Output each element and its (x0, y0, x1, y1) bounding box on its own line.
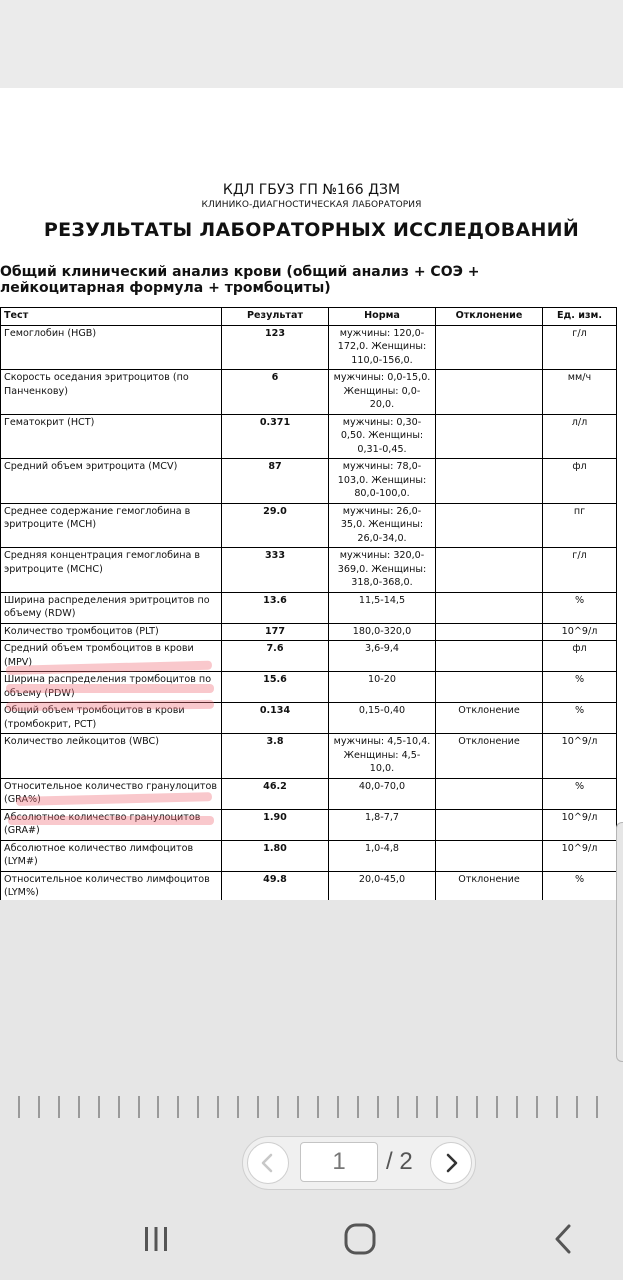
cell-deviation: Отклонение (436, 703, 543, 734)
cell-norm: мужчины: 320,0-369,0. Женщины: 318,0-368,0. (329, 548, 436, 593)
page-navigator (242, 1136, 476, 1190)
table-row (1, 734, 617, 779)
cell-deviation (436, 370, 543, 415)
cell-deviation (436, 672, 543, 703)
cell-deviation (436, 778, 543, 809)
column-header-deviation: Отклонение (436, 308, 543, 326)
scrubber-tick (397, 1096, 399, 1118)
scrubber-tick (496, 1096, 498, 1118)
cell-test: Гемоглобин (HGB) (1, 325, 222, 370)
scrubber-tick (476, 1096, 478, 1118)
recent-apps-icon (141, 1224, 171, 1254)
scrubber-tick (556, 1096, 558, 1118)
scrubber-tick (197, 1096, 199, 1118)
table-row (1, 325, 617, 370)
cell-norm: 20,0-45,0 (329, 871, 436, 902)
scrubber-tick (317, 1096, 319, 1118)
table-row (1, 414, 617, 459)
cell-test: Ширина распределения тромбоцитов по объему (PDW) (1, 672, 222, 703)
scrubber-tick (237, 1096, 239, 1118)
cell-norm: 1,0-4,8 (329, 840, 436, 871)
scrubber-tick (337, 1096, 339, 1118)
table-row (1, 840, 617, 871)
cell-deviation (436, 623, 543, 641)
viewer-top-area (0, 0, 623, 88)
table-row (1, 548, 617, 593)
results-table (0, 307, 617, 903)
cell-deviation: Отклонение (436, 734, 543, 779)
scroll-handle[interactable] (616, 822, 623, 1062)
cell-test: Средняя концентрация гемоглобина в эритроците (MCHC) (1, 548, 222, 593)
scrubber-tick (456, 1096, 458, 1118)
cell-test: Среднее содержание гемоглобина в эритроците (MCH) (1, 503, 222, 548)
cell-result: 7.6 (222, 641, 329, 672)
cell-norm: мужчины: 0,0-15,0. Женщины: 0,0-20,0. (329, 370, 436, 415)
cell-unit: фл (543, 459, 617, 504)
cell-norm: мужчины: 4,5-10,4. Женщины: 4,5-10,0. (329, 734, 436, 779)
cell-result: 3.8 (222, 734, 329, 779)
cell-test: Средний объем эритроцита (MCV) (1, 459, 222, 504)
cell-result: 6 (222, 370, 329, 415)
back-button[interactable] (534, 1216, 594, 1262)
cell-norm: 3,6-9,4 (329, 641, 436, 672)
chevron-right-icon (440, 1152, 462, 1174)
scrubber-tick (297, 1096, 299, 1118)
cell-result: 87 (222, 459, 329, 504)
chevron-left-icon (257, 1152, 279, 1174)
cell-unit: 10^9/л (543, 809, 617, 840)
cell-result: 0.134 (222, 703, 329, 734)
page-number-input[interactable]: 1 (300, 1142, 378, 1182)
cell-test: Количество лейкоцитов (WBC) (1, 734, 222, 779)
table-row (1, 778, 617, 809)
cell-deviation (436, 459, 543, 504)
cell-norm: мужчины: 26,0-35,0. Женщины: 26,0-34,0. (329, 503, 436, 548)
column-header-norm: Норма (329, 308, 436, 326)
cell-norm: мужчины: 0,30-0,50. Женщины: 0,31-0,45. (329, 414, 436, 459)
cell-result: 29.0 (222, 503, 329, 548)
cell-result: 1.90 (222, 809, 329, 840)
cell-norm: 1,8-7,7 (329, 809, 436, 840)
scrubber-tick (436, 1096, 438, 1118)
recent-apps-button[interactable] (126, 1216, 186, 1262)
cell-norm: 0,15-0,40 (329, 703, 436, 734)
column-header-result: Результат (222, 308, 329, 326)
scrubber-tick (416, 1096, 418, 1118)
cell-deviation (436, 503, 543, 548)
highlight-mark-pct-line2 (6, 684, 214, 693)
cell-unit: % (543, 592, 617, 623)
scrubber-tick (78, 1096, 80, 1118)
cell-result: 46.2 (222, 778, 329, 809)
scrubber-tick (357, 1096, 359, 1118)
scrubber-tick (118, 1096, 120, 1118)
cell-norm: мужчины: 78,0-103,0. Женщины: 80,0-100,0. (329, 459, 436, 504)
cell-result: 13.6 (222, 592, 329, 623)
scrubber-tick (138, 1096, 140, 1118)
cell-unit: % (543, 703, 617, 734)
highlight-mark-lym-pct-line2 (8, 816, 214, 825)
scrubber-tick (536, 1096, 538, 1118)
cell-norm: 40,0-70,0 (329, 778, 436, 809)
cell-result: 49.8 (222, 871, 329, 902)
cell-test: Общий объем тромбоцитов в крови (тромбокрит, PCT) (1, 703, 222, 734)
table-row (1, 871, 617, 902)
scrubber-tick (596, 1096, 598, 1118)
cell-deviation (436, 809, 543, 840)
table-row (1, 370, 617, 415)
cell-result: 1.80 (222, 840, 329, 871)
cell-test: Абсолютное количество лимфоцитов (LYM#) (1, 840, 222, 871)
analysis-title: Общий клинический анализ крови (общий анализ + СОЭ + лейкоцитарная формула + тромбоциты) (0, 264, 480, 296)
document-page (0, 88, 623, 900)
page-total-label: / 2 (386, 1148, 413, 1175)
column-header-unit: Ед. изм. (543, 308, 617, 326)
cell-result: 15.6 (222, 672, 329, 703)
page-title: РЕЗУЛЬТАТЫ ЛАБОРАТОРНЫХ ИССЛЕДОВАНИЙ (43, 219, 580, 241)
cell-unit: 10^9/л (543, 734, 617, 779)
home-button[interactable] (330, 1216, 390, 1262)
lab-name: КДЛ ГБУЗ ГП №166 ДЗМ (222, 182, 401, 198)
cell-result: 123 (222, 325, 329, 370)
cell-deviation (436, 414, 543, 459)
cell-deviation: Отклонение (436, 871, 543, 902)
cell-norm: мужчины: 120,0-172,0. Женщины: 110,0-156,0. (329, 325, 436, 370)
cell-test: Абсолютное количество гранулоцитов (GRA#) (1, 809, 222, 840)
cell-unit: мм/ч (543, 370, 617, 415)
cell-deviation (436, 325, 543, 370)
column-header-test: Тест (1, 308, 222, 326)
next-page-button[interactable] (430, 1142, 472, 1184)
scrubber-tick (516, 1096, 518, 1118)
cell-unit: фл (543, 641, 617, 672)
previous-page-button[interactable] (247, 1142, 289, 1184)
cell-test: Гематокрит (HCT) (1, 414, 222, 459)
scrubber-tick (157, 1096, 159, 1118)
scrubber-tick (38, 1096, 40, 1118)
cell-deviation (436, 840, 543, 871)
scrubber-tick (257, 1096, 259, 1118)
table-header-row (1, 308, 617, 326)
cell-unit: % (543, 871, 617, 902)
cell-norm: 180,0-320,0 (329, 623, 436, 641)
cell-deviation (436, 641, 543, 672)
cell-deviation (436, 548, 543, 593)
scrubber-tick (576, 1096, 578, 1118)
scrubber-tick (98, 1096, 100, 1118)
cell-test: Относительное количество лимфоцитов (LYM%) (1, 871, 222, 902)
table-row (1, 623, 617, 641)
page-scrubber[interactable] (18, 1096, 598, 1118)
cell-test: Относительное количество гранулоцитов (GRA%) (1, 778, 222, 809)
cell-unit: г/л (543, 548, 617, 593)
cell-unit: г/л (543, 325, 617, 370)
cell-norm: 11,5-14,5 (329, 592, 436, 623)
scrubber-tick (177, 1096, 179, 1118)
scrubber-tick (217, 1096, 219, 1118)
cell-norm: 10-20 (329, 672, 436, 703)
cell-test: Ширина распределения эритроцитов по объему (RDW) (1, 592, 222, 623)
system-navigation-bar (0, 1200, 623, 1280)
cell-result: 333 (222, 548, 329, 593)
table-row (1, 592, 617, 623)
scrubber-tick (18, 1096, 20, 1118)
cell-test: Средний объем тромбоцитов в крови (MPV) (1, 641, 222, 672)
cell-test: Скорость оседания эритроцитов (по Панченкову) (1, 370, 222, 415)
cell-unit: 10^9/л (543, 623, 617, 641)
lab-subtitle: КЛИНИКО-ДИАГНОСТИЧЕСКАЯ ЛАБОРАТОРИЯ (201, 200, 422, 210)
table-row (1, 503, 617, 548)
cell-result: 177 (222, 623, 329, 641)
cell-unit: 10^9/л (543, 840, 617, 871)
home-icon (343, 1222, 377, 1256)
cell-result: 0.371 (222, 414, 329, 459)
cell-unit: л/л (543, 414, 617, 459)
table-row (1, 459, 617, 504)
cell-unit: пг (543, 503, 617, 548)
cell-deviation (436, 592, 543, 623)
cell-test: Количество тромбоцитов (PLT) (1, 623, 222, 641)
cell-unit: % (543, 778, 617, 809)
back-icon (549, 1224, 579, 1254)
scrubber-tick (277, 1096, 279, 1118)
scrubber-tick (377, 1096, 379, 1118)
scrubber-tick (58, 1096, 60, 1118)
cell-unit: % (543, 672, 617, 703)
